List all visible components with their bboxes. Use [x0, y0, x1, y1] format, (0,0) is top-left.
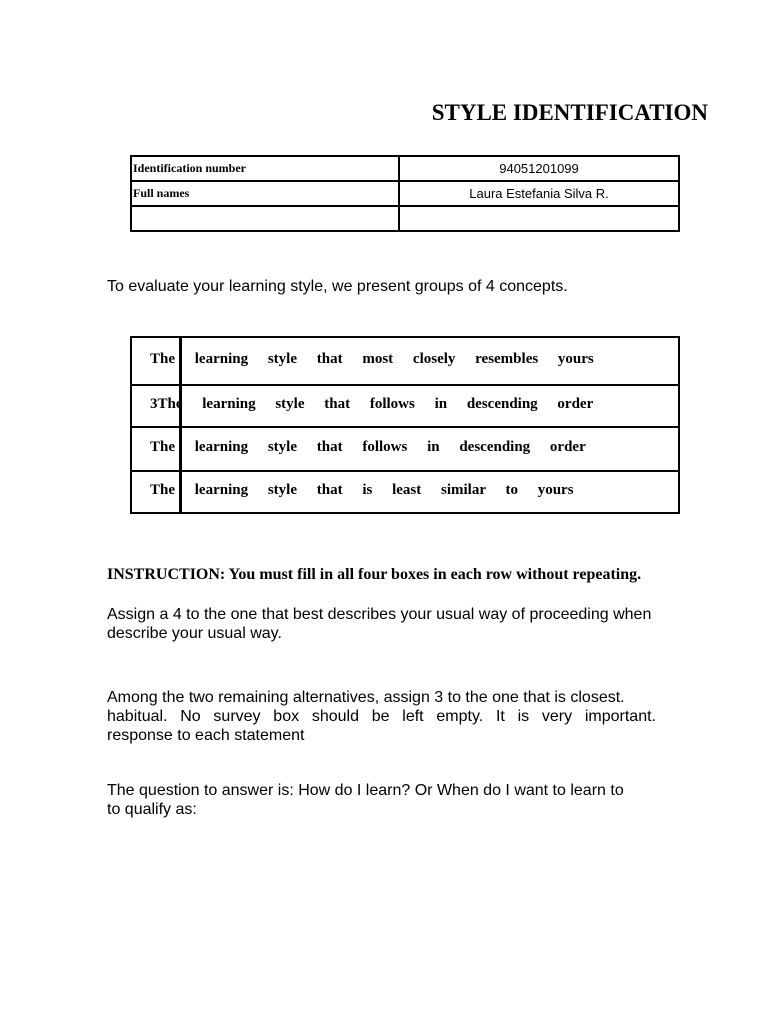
paragraph-line: response to each statement	[107, 727, 305, 744]
paragraph-question	[107, 781, 697, 819]
paragraph-assign-three	[107, 688, 656, 745]
full-names-label: Full names	[131, 181, 399, 206]
empty-label-cell	[131, 206, 399, 231]
table-row	[131, 156, 679, 181]
rank-row-text: The learning style that is least similar to yours	[150, 482, 574, 498]
paragraph-line: Assign a 4 to the one that best describes your usual way of proceeding when	[107, 606, 652, 623]
intro-text: To evaluate your learning style, we present groups of 4 concepts.	[107, 278, 568, 295]
identification-number-value[interactable]: 94051201099	[399, 156, 679, 181]
paragraph-line: habitual. No survey box should be left empty. It is very important.	[107, 708, 656, 725]
instruction-text: INSTRUCTION: You must fill in all four boxes in each row without repeating.	[107, 566, 642, 583]
table-row	[131, 206, 679, 231]
paragraph-line: describe your usual way.	[107, 625, 282, 642]
table-row	[131, 181, 679, 206]
rank-row-text: 3The learning style that follows in descending order	[150, 396, 594, 412]
identification-number-label: Identification number	[131, 156, 399, 181]
rank-row-text: The learning style that most closely resembles yours	[150, 351, 594, 367]
paragraph-line: to qualify as:	[107, 801, 197, 818]
paragraph-line: The question to answer is: How do I learn? Or When do I want to learn to	[107, 782, 624, 799]
empty-value-cell[interactable]	[399, 206, 679, 231]
paragraph-line: Among the two remaining alternatives, assign 3 to the one that is closest.	[107, 689, 625, 706]
identification-table	[130, 155, 680, 232]
full-names-value[interactable]: Laura Estefania Silva R.	[399, 181, 679, 206]
rank-row-text: The learning style that follows in descending order	[150, 439, 586, 455]
paragraph-assign-four	[107, 605, 697, 643]
page-title: STYLE IDENTIFICATION	[431, 100, 708, 125]
